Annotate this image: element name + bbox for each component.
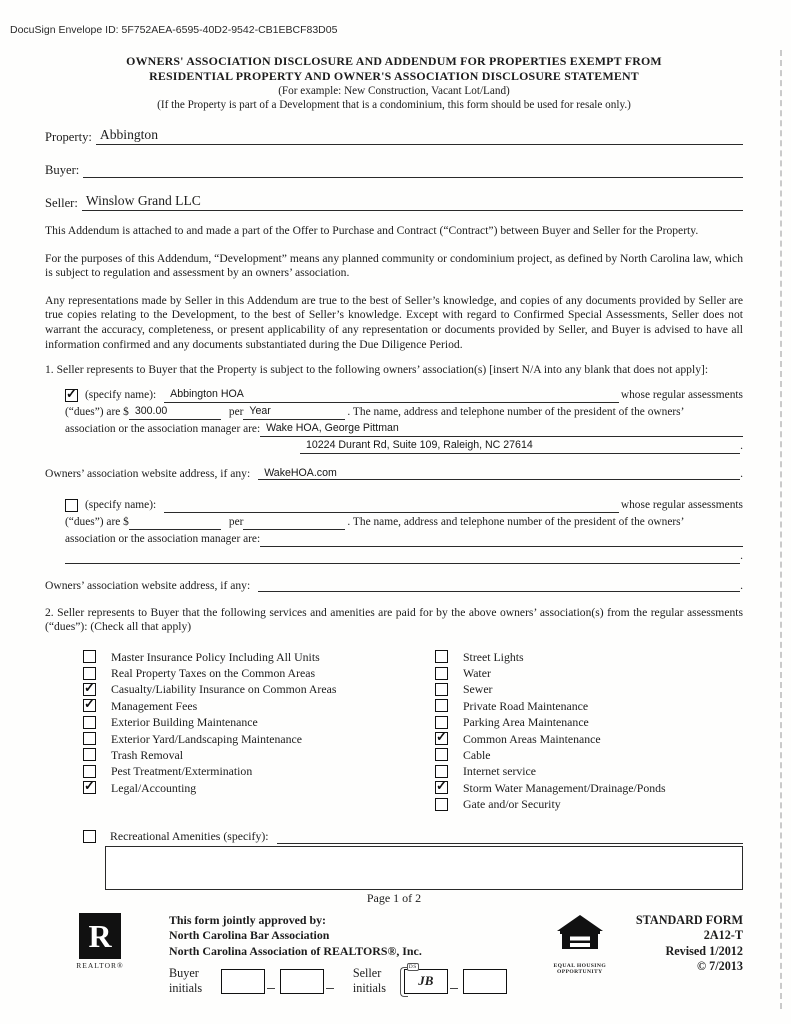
property-value: Abbington: [99, 127, 159, 142]
amenity-label: Exterior Yard/Landscaping Maintenance: [111, 731, 302, 746]
amenity-label: Private Road Maintenance: [463, 698, 589, 713]
recreational-label: Recreational Amenities (specify):: [110, 828, 269, 843]
property-field[interactable]: [96, 127, 743, 145]
amenity-row: [435, 715, 743, 731]
initials-row: [169, 963, 507, 996]
form-content: [45, 54, 743, 996]
amenities-right: [435, 649, 743, 813]
amenity-label: Sewer: [463, 682, 493, 697]
website1-label: Owners’ association website address, if any:: [45, 466, 251, 480]
amenity-label: Internet service: [463, 764, 537, 779]
amenity-row: [435, 764, 743, 780]
association1-address-value: 10224 Durant Rd, Suite 109, Raleigh, NC 27614: [306, 438, 533, 451]
page-number: Page 1 of 2: [366, 890, 422, 905]
amenity-row: [435, 731, 743, 747]
docusign-initial-tab: DS: [408, 963, 417, 970]
website1-value: WakeHOA.com: [264, 466, 337, 479]
amenity-checkbox[interactable]: [435, 748, 448, 761]
initials-separator: [326, 974, 334, 989]
amenity-row: [83, 780, 435, 796]
amenity-row: [83, 715, 435, 731]
form-title-line1: OWNERS' ASSOCIATION DISCLOSURE AND ADDENDUM FOR PROPERTIES EXEMPT FROM: [126, 54, 662, 68]
recreational-field[interactable]: [277, 828, 743, 844]
paragraph-attached: This Addendum is attached to and made a part of the Offer to Purchase and Contract (“Contract”) between Buyer and Seller for the Property.: [45, 224, 699, 237]
initials-separator: [267, 974, 275, 989]
association2-address-value: [65, 549, 73, 562]
association1-address-field[interactable]: [300, 437, 740, 454]
website2-label: Owners’ association website address, if any:: [45, 578, 251, 592]
seller-field[interactable]: [82, 193, 743, 211]
specify-name-label: (specify name):: [85, 498, 157, 511]
association1-checkbox[interactable]: [65, 389, 78, 402]
buyer-initials-box-2[interactable]: [280, 969, 324, 994]
amenity-checkbox[interactable]: [435, 699, 448, 712]
amenity-row: [83, 665, 435, 681]
amenity-checkbox[interactable]: [83, 748, 96, 761]
association2-name-value: [164, 498, 172, 511]
buyer-value: [83, 160, 87, 175]
buyer-initials-label: Buyer initials: [169, 966, 203, 996]
amenity-checkbox[interactable]: [83, 716, 96, 729]
amenity-row: [83, 698, 435, 714]
standard-form-line2: Revised 1/2012: [665, 943, 743, 958]
amenity-row: [435, 698, 743, 714]
amenity-checkbox[interactable]: [83, 650, 96, 663]
amenity-label: Street Lights: [463, 649, 524, 664]
specify-name-label: (specify name):: [85, 388, 157, 401]
amenities-left: [83, 649, 435, 813]
footer-approval-block: [169, 913, 507, 997]
amenity-label: Management Fees: [111, 698, 198, 713]
amenity-label: Common Areas Maintenance: [463, 731, 601, 746]
association-block-2: [65, 496, 743, 564]
association1-dues-value: 300.00: [134, 404, 168, 417]
amenity-checkbox[interactable]: [435, 732, 448, 745]
amenity-row: [83, 764, 435, 780]
equal-housing-caption-line2: OPPORTUNITY: [557, 969, 603, 976]
docusign-initial-bracket: [400, 967, 408, 997]
buyer-label: Buyer:: [45, 163, 80, 177]
form-subtitle2: (If the Property is part of a Development that is a condominium, this form should be used for resale only.): [157, 99, 631, 111]
amenity-row: [435, 780, 743, 796]
line-period: .: [740, 466, 743, 480]
buyer-field[interactable]: [83, 160, 743, 178]
amenity-checkbox[interactable]: [435, 667, 448, 680]
equal-housing-house-icon: [556, 915, 604, 957]
association2-manager-field[interactable]: [260, 530, 743, 547]
amenity-checkbox[interactable]: [83, 699, 96, 712]
paragraph-representations: Any representations made by Seller in this Addendum are true to the best of Seller’s knowledge, and copies of any documents provided by Seller are true copies relating to the Development, to the best of Seller’s knowledge. Except with regard to Confirmed Special Assessments, Seller does not warrant the accuracy, completeness, or present applicability of any representation or documents provided by Seller, and Buyer is advised to have all information confirmed and any documents substantiated during the Due Diligence Period.: [45, 293, 743, 351]
realtor-caption: REALTOR®: [76, 960, 124, 970]
realtor-logo: [57, 913, 143, 970]
line-period: .: [740, 578, 743, 592]
standard-form-block: [611, 913, 743, 975]
amenity-row: [83, 731, 435, 747]
property-label: Property:: [45, 130, 92, 144]
amenity-row: [83, 682, 435, 698]
line-period: .: [740, 549, 743, 562]
amenity-label: Casualty/Liability Insurance on Common Areas: [111, 682, 337, 697]
amenity-label: Trash Removal: [111, 747, 183, 762]
amenity-row: [435, 796, 743, 812]
per-label: per: [228, 405, 244, 418]
whose-assessments-text: whose regular assessments: [620, 498, 743, 511]
amenity-row: [83, 649, 435, 665]
manager-label: association or the association manager are:: [65, 422, 261, 435]
president-text: . The name, address and telephone number of the president of the owners’: [347, 405, 685, 418]
amenity-row: [435, 747, 743, 763]
seller-initials-box-1[interactable]: [404, 963, 448, 994]
president-text: . The name, address and telephone number of the president of the owners’: [347, 515, 685, 528]
website1-field[interactable]: [258, 466, 740, 480]
amenity-row: [435, 682, 743, 698]
recreational-value: [277, 830, 285, 843]
amenity-label: Real Property Taxes on the Common Areas: [111, 666, 316, 681]
section1-intro: 1. Seller represents to Buyer that the Property is subject to the following owners’ association(s) [insert N/A into any blank that does not apply]:: [45, 363, 709, 377]
dues-prefix: (“dues”) are $: [65, 515, 129, 528]
amenity-label: Exterior Building Maintenance: [111, 715, 258, 730]
amenity-checkbox[interactable]: [435, 765, 448, 778]
docusign-envelope-id: DocuSign Envelope ID: 5F752AEA-6595-40D2-9542-CB1EBCF83D05: [10, 24, 338, 36]
amenity-checkbox[interactable]: [83, 683, 96, 696]
amenity-label: Pest Treatment/Extermination: [111, 764, 253, 779]
amenity-label: Legal/Accounting: [111, 780, 197, 795]
association-block-1: [65, 386, 743, 454]
website2-field[interactable]: [258, 578, 740, 592]
amenity-label: Water: [463, 666, 491, 681]
amenity-label: Master Insurance Policy Including All Units: [111, 649, 320, 664]
per-label: per: [228, 515, 244, 528]
initials-separator: [450, 974, 458, 989]
buyer-initials-box-1[interactable]: [221, 969, 265, 994]
amenity-checkbox[interactable]: [435, 716, 448, 729]
scan-artifact-edge: [780, 50, 782, 1009]
association1-name-value: Abbington HOA: [170, 387, 244, 400]
website2-value: [258, 579, 266, 592]
approved-line2: North Carolina Bar Association: [169, 928, 330, 943]
approved-line1: This form jointly approved by:: [169, 912, 327, 927]
association1-manager-field[interactable]: [260, 420, 743, 437]
realtor-logo-icon: R: [79, 913, 121, 959]
association1-dues-field[interactable]: [129, 403, 221, 420]
association1-name-field[interactable]: [164, 386, 619, 403]
association2-per-field[interactable]: [243, 513, 345, 530]
standard-form-line3: © 7/2013: [696, 959, 743, 974]
association1-per-value: Year: [249, 404, 271, 417]
seller-row: [45, 193, 743, 211]
amenity-checkbox[interactable]: [435, 781, 448, 794]
association2-checkbox[interactable]: [65, 499, 78, 512]
recreational-textbox[interactable]: [105, 846, 743, 890]
amenity-checkbox[interactable]: [83, 781, 96, 794]
seller-initials-box-2[interactable]: [463, 969, 507, 994]
amenity-row: [435, 649, 743, 665]
recreational-checkbox[interactable]: [83, 830, 96, 843]
form-title-block: [45, 54, 743, 112]
seller-initial-value: JB: [418, 973, 434, 989]
manager-label: association or the association manager are:: [65, 532, 261, 545]
recreational-row: [83, 828, 743, 844]
seller-initials-label: Seller initials: [352, 966, 387, 996]
equal-housing-logo: [549, 915, 611, 976]
section2-intro: 2. Seller represents to Buyer that the following services and amenities are paid for by the above owners’ association(s) from the regular assessments (“dues”): (Check all that apply): [45, 605, 743, 634]
amenity-label: Gate and/or Security: [463, 797, 561, 812]
seller-label: Seller:: [45, 196, 78, 210]
amenity-label: Cable: [463, 747, 491, 762]
website-row-1: [45, 466, 743, 480]
website-row-2: [45, 578, 743, 592]
association2-name-field[interactable]: [164, 496, 619, 513]
equal-housing-caption-line1: EQUAL HOUSING: [553, 962, 607, 969]
form-title-line2: RESIDENTIAL PROPERTY AND OWNER'S ASSOCIATION DISCLOSURE STATEMENT: [149, 69, 639, 83]
association2-manager-value: [260, 532, 268, 545]
amenity-row: [435, 665, 743, 681]
association2-per-value: [243, 515, 251, 528]
property-row: [45, 127, 743, 145]
amenity-label: Parking Area Maintenance: [463, 715, 589, 730]
amenity-checkbox[interactable]: [435, 683, 448, 696]
approved-line3: North Carolina Association of REALTORS®, Inc.: [169, 943, 422, 958]
dues-prefix: (“dues”) are $: [65, 405, 129, 418]
amenity-checkbox[interactable]: [83, 732, 96, 745]
association1-per-field[interactable]: [243, 403, 345, 420]
whose-assessments-text: whose regular assessments: [620, 388, 743, 401]
amenity-checkbox[interactable]: [83, 667, 96, 680]
seller-value: Winslow Grand LLC: [85, 193, 201, 208]
form-subtitle1: (For example: New Construction, Vacant Lot/Land): [278, 85, 510, 97]
amenity-checkbox[interactable]: [435, 798, 448, 811]
buyer-row: [45, 160, 743, 178]
amenity-label: Storm Water Management/Drainage/Ponds: [463, 780, 666, 795]
association2-dues-value: [129, 515, 137, 528]
line-period: .: [740, 439, 743, 452]
amenity-checkbox[interactable]: [435, 650, 448, 663]
amenity-checkbox[interactable]: [83, 765, 96, 778]
amenity-row: [83, 747, 435, 763]
footer: [45, 913, 743, 997]
paragraph-development-definition: For the purposes of this Addendum, “Development” means any planned community or condominium project, as defined by North Carolina law, which is subject to regulation and assessment by an owners’ association.: [45, 251, 743, 280]
association1-manager-value: Wake HOA, George Pittman: [266, 421, 399, 434]
association2-address-field[interactable]: [65, 547, 740, 564]
standard-form-line1: STANDARD FORM 2A12-T: [635, 912, 743, 943]
amenities-columns: [45, 649, 743, 813]
association2-dues-field[interactable]: [129, 513, 221, 530]
